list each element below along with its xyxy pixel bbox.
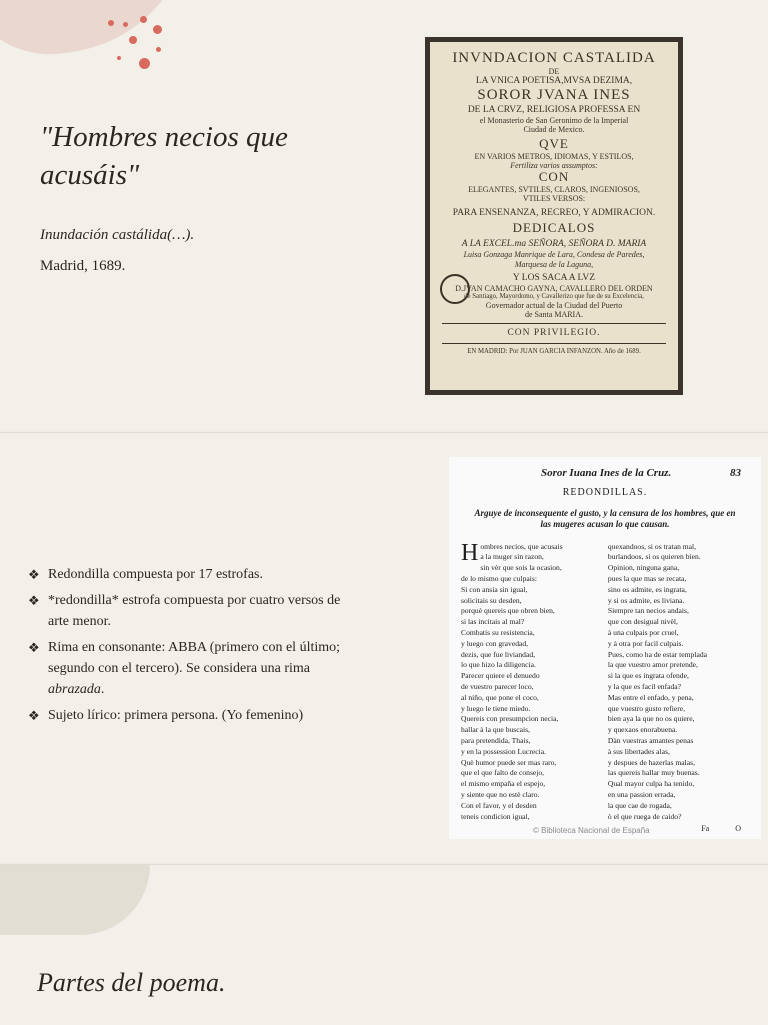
list-item xyxy=(28,637,348,700)
poem-line: que con desigual nivèl, xyxy=(607,617,678,627)
poem-line: y luego con gravedad, xyxy=(461,638,529,648)
poem-line: ò el que ruega de caido? xyxy=(607,811,682,821)
decorative-blob xyxy=(0,865,150,935)
title-page-line: CON PRIVILEGIO. xyxy=(507,327,601,338)
poem-line: en una passion errada, xyxy=(607,789,676,799)
poem-argument: Arguye de inconsequente el gusto, y la censura de los hombres, que en las mugeres acusan lo que causan. xyxy=(474,508,736,529)
poem-line: y quexaos enorabuena. xyxy=(607,725,678,735)
poem-line: porquè quereis que obren bien, xyxy=(461,606,555,616)
slide-title: Partes del poema. xyxy=(37,968,226,997)
title-page xyxy=(430,42,678,390)
title-page-line: DEDICALOS xyxy=(512,220,596,236)
signature-mark: O xyxy=(735,824,741,834)
poem-column-right xyxy=(608,542,749,823)
printer-seal-icon xyxy=(440,274,470,304)
poem-line: sino os admite, es ingrata, xyxy=(607,584,687,594)
title-page-line: el Monasterio de San Geronimo de la Imperial xyxy=(479,115,629,125)
title-page-line: ELEGANTES, SVTILES, CLAROS, INGENIOSOS, xyxy=(468,185,640,195)
citation: Inundación castálida(…). xyxy=(40,227,195,243)
list-item-text: Sujeto lírico: primera persona. (Yo femenino) xyxy=(48,708,304,723)
poem-line: a la muger sin razon, xyxy=(480,552,544,562)
title-page-line: EN VARIOS METROS, IDIOMAS, Y ESTILOS, xyxy=(474,151,634,161)
title-page-line: A LA EXCEL.ma SEÑORA, SEÑORA D. MARIA xyxy=(461,239,647,250)
catchword: Fa xyxy=(701,824,710,834)
decorative-dot xyxy=(139,58,150,69)
poem-line: y siente que no estè claro. xyxy=(461,789,540,799)
poem-line: y la que es facil enfada? xyxy=(607,681,682,691)
poem-line: hallar à la que buscais, xyxy=(461,725,530,735)
poem-line: lo que hizo la diligencia. xyxy=(461,660,536,670)
decorative-dot xyxy=(153,25,162,34)
poem-line: ombres necios, que acusais xyxy=(480,541,563,551)
poem-line: burlandoos, si os quieren bien. xyxy=(607,552,701,562)
poem-line: Qual mayor culpa ha tenido, xyxy=(607,779,695,789)
poem-line: à sus libertades alas, xyxy=(607,746,670,756)
title-page-line: QVE xyxy=(539,135,569,151)
slide-features xyxy=(0,432,768,863)
poem-line: Què humor puede ser mas raro, xyxy=(461,757,557,767)
poem-line: solicitais su desden, xyxy=(461,595,522,605)
decorative-dot xyxy=(129,36,137,44)
title-page-line: LA VNICA POETISA,MVSA DEZIMA, xyxy=(475,76,633,87)
poem-page-image xyxy=(449,457,761,839)
title-page-rule xyxy=(442,323,666,324)
poem-line: si las incitais al mal? xyxy=(461,617,525,627)
poem-line: bien aya la que no os quiere, xyxy=(607,714,695,724)
title-page-line: VTILES VERSOS: xyxy=(522,194,586,204)
poem-line: y luego le tiene miedo. xyxy=(461,703,531,713)
list-item xyxy=(28,590,348,632)
poem-line: pues la que mas se recata, xyxy=(607,573,687,583)
poem-line: que vuestro gusto refiere, xyxy=(607,703,686,713)
poem-line: la que cae de rogada, xyxy=(607,800,672,810)
title-page-image xyxy=(425,37,683,395)
poem-line: y à otra por facil culpais. xyxy=(607,638,684,648)
poem-line: dezis, que fue liviandad, xyxy=(461,649,536,659)
title-page-line: Governador actual de la Ciudad del Puerto xyxy=(485,300,623,310)
poem-line: para pretendida, Thais, xyxy=(461,735,531,745)
decorative-dot xyxy=(156,47,161,52)
image-credit: © Biblioteca Nacional de España xyxy=(533,826,650,835)
slide-title: "Hombres necios que acusáis" xyxy=(40,121,288,191)
poem-line: Quereis con presumpcion necia, xyxy=(461,714,559,724)
poem-heading: REDONDILLAS. xyxy=(562,487,648,498)
title-page-line: SOROR JVANA INES xyxy=(477,87,631,104)
running-head-text: Soror Iuana Ines de la Cruz. xyxy=(541,467,672,479)
poem-line: si la que es ingrata ofende, xyxy=(607,671,689,681)
list-item xyxy=(28,564,348,585)
list-item-text: Rima en consonante: ABBA (primero con el último; segundo con el tercero). Se considera una rima abrazada. xyxy=(48,640,341,697)
poem-line: que el que falto de consejo, xyxy=(461,768,545,778)
poem-line: y si os admite, es liviana. xyxy=(607,595,685,605)
poem-line: las quereis hallar muy buenas. xyxy=(607,768,700,778)
poem-line: de lo mismo que culpais: xyxy=(461,573,537,583)
poem-line: al niño, que pone el coco, xyxy=(461,692,539,702)
decorative-blob xyxy=(0,0,211,66)
title-page-line: Luisa Gonzaga Manrique de Lara, Condesa de Paredes, xyxy=(463,250,645,260)
title-page-rule xyxy=(442,343,666,344)
decorative-dot xyxy=(108,20,114,26)
poem-line: Parecer quiere el denuedo xyxy=(461,671,540,681)
features-list xyxy=(28,564,348,731)
drop-cap: H xyxy=(461,539,479,566)
page-number: 83 xyxy=(730,467,741,479)
title-page-line: Ciudad de Mexico. xyxy=(523,124,585,134)
slide-parts xyxy=(0,864,768,1025)
poem-column-left xyxy=(461,539,602,823)
poem-line: sin vèr que sois la ocasion, xyxy=(480,563,562,573)
running-head xyxy=(461,467,749,479)
poem-line: teneis condicion igual, xyxy=(461,811,530,821)
place-year: Madrid, 1689. xyxy=(40,258,126,274)
title-page-line: Y LOS SACA A LVZ xyxy=(512,272,596,283)
title-page-line: DE LA CRVZ, RELIGIOSA PROFESSA EN xyxy=(467,104,641,115)
list-item-text: Redondilla compuesta por 17 estrofas. xyxy=(48,567,264,582)
poem-columns xyxy=(461,539,749,823)
title-page-line: de Santiago, Mayordomo, y Cavallerizo que fue de su Excelencia, xyxy=(464,292,644,300)
title-page-line: D.JVAN CAMACHO GAYNA, CAVALLERO DEL ORDEN xyxy=(455,283,653,293)
poem-line: Siempre tan necios andais, xyxy=(607,606,689,616)
diamond-bullet-icon: ❖ xyxy=(28,593,40,608)
list-item xyxy=(28,705,348,726)
poem-line: Pues, como ha de estar templada xyxy=(607,649,707,659)
poem-line: Dàn vuestras amantes penas xyxy=(607,735,694,745)
poem-line: y despues de hazerlas malas, xyxy=(607,757,695,767)
poem-line: Si con ansia sin igual, xyxy=(461,584,528,594)
title-page-line: de Santa MARIA. xyxy=(525,309,583,319)
poem-line: el mismo empaña el espejo, xyxy=(461,779,546,789)
decorative-dot xyxy=(140,16,147,23)
title-page-line: EN MADRID: Por JUAN GARCIA INFANZON. Año de 1689. xyxy=(467,347,641,355)
diamond-bullet-icon: ❖ xyxy=(28,640,40,655)
diamond-bullet-icon: ❖ xyxy=(28,567,40,582)
decorative-dot xyxy=(117,56,121,60)
title-page-line: Marquesa de la Laguna, xyxy=(514,259,594,269)
list-item-text: *redondilla* estrofa compuesta por cuatro versos de arte menor. xyxy=(48,593,341,629)
title-page-line: PARA ENSENANZA, RECREO, Y ADMIRACION. xyxy=(452,207,656,218)
title-page-line: Fertiliza varios assumptos: xyxy=(510,161,598,171)
poem-line: Mas entre el enfado, y pena, xyxy=(607,692,694,702)
title-page-line: DE xyxy=(548,67,560,77)
poem-line: Opinion, ninguna gana, xyxy=(607,563,680,573)
poem-line: quexandoos, si os tratan mal, xyxy=(607,541,697,551)
poem-line: la que vuestro amor pretende, xyxy=(607,660,698,670)
title-page-line: INVNDACION CASTALIDA xyxy=(452,50,656,66)
diamond-bullet-icon: ❖ xyxy=(28,708,40,723)
poem-line: Combatis su resistencia, xyxy=(461,627,535,637)
decorative-dot xyxy=(123,22,128,27)
poem-line: à una culpais por cruel, xyxy=(607,627,679,637)
poem-line: de vuestro parecer loco, xyxy=(461,681,534,691)
title-page-line: CON xyxy=(538,169,570,185)
poem-line: y en la possession Lucrecia. xyxy=(461,746,546,756)
slide-cover xyxy=(0,0,768,430)
poem-line: Con el favor, y el desden xyxy=(461,800,537,810)
